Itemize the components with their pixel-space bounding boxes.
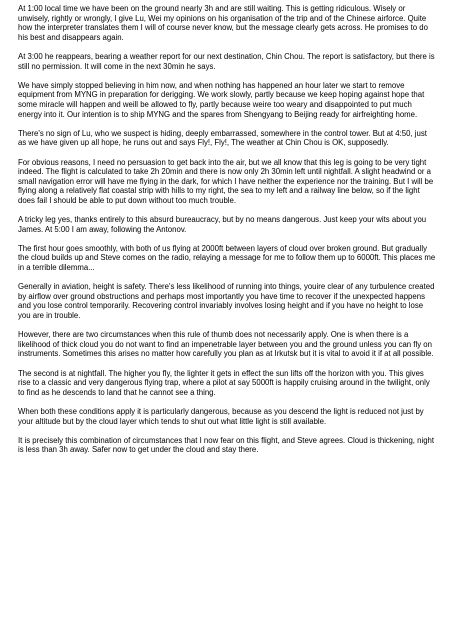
paragraph-9: However, there are two circumstances when this rule of thumb does not necessarily apply. One is when there is a likelihood of thick cloud you do not want to find an impenetrable layer between you and the ground unless you can fly on instruments. Sometimes this arises no matter how carefully you plan as at Irkutsk but it is vital to avoid it if at all possible. bbox=[18, 330, 434, 359]
paragraph-10: The second is at nightfall. The higher you fly, the lighter it gets in effect the sun lifts off the horizon with you. This gives rise to a classic and very dangerous flying trap, where a pilot at say 5000ft is happily cruising around in the twilight, only to find as he descends to land that he cannot see a thing. bbox=[18, 368, 430, 397]
paragraph-2: At 3:00 he reappears, bearing a weather report for our next destination, Chin Chou. The report is satisfactory, but there is still no permission. It will come in the next 30min he says. bbox=[18, 51, 435, 71]
paragraph-12: It is precisely this combination of circumstances that I now fear on this flight, and Steve agrees. Cloud is thickening, night is less than 3h away. Safer now to get under the cloud and stay there. bbox=[18, 435, 435, 455]
paragraph-4: There's no sign of Lu, who we suspect is hiding, deeply embarrassed, somewhere in the control tower. But at 4:50, just as we have given up all hope, he runs out and says Fly!, Fly!, The weather at Chin Chou is OK, supposedly. bbox=[18, 128, 427, 148]
paragraph-3: We have simply stopped believing in him now, and when nothing has happened an hour later we start to remove equipment from MYNG in preparation for derigging. We work slowly, partly because we keep hoping against hope that some miracle will happen and weill be allowed to fly, partly because weire too weary and disappointed to put much energy into it. Our intention is to ship MYNG and the spares from Shengyang to Beijing ready for airfreighting home. bbox=[18, 80, 425, 119]
paragraph-6: A tricky leg yes, thanks entirely to this absurd bureaucracy, but by no means dangerous. Just keep your wits about you James. At 5:00 I am away, following the Antonov. bbox=[18, 215, 427, 234]
paragraph-1: At 1:00 local time we have been on the ground nearly 3h and are still waiting. This is getting ridiculous. Wisely or unwisely, rightly or wrongly, I give Lu, Wei my opinions on his organisation of the trip and of the Chinese airforce. Quite how the interpreter translates them I will of course never know, but the message clearly gets across. He promises to do his best and disappears again. bbox=[18, 4, 428, 42]
paragraph-5: For obvious reasons, I need no persuasion to get back into the air, but we all know that this leg is going to be very tight indeed. The flight is calculated to take 2h 20min and there is now only 2h 30min left until nightfall. A slight headwind or a small navigation error will have me flying in the dark, for which I have neither the experience nor the training. But I will be flying along a relatively flat coastal strip with hills to my right, the sea to my left and a railway line below, so if the light does fail I should be able to put down without too much trouble. bbox=[18, 157, 434, 205]
paragraph-11: When both these conditions apply it is particularly dangerous, because as you descend the light is reduced not just by your altitude but by the cloud layer which tends to shut out what little light is still available. bbox=[18, 406, 424, 426]
paragraph-7: The first hour goes smoothly, with both of us flying at 2000ft between layers of cloud over broken ground. But gradually the cloud builds up and Steve comes on the radio, relaying a message for me to follow them up to 6000ft. This places me in a terrible dilemma... bbox=[18, 243, 436, 273]
paragraph-8: Generally in aviation, height is safety. There's less likelihood of running into things, youire clear of any turbulence created by airflow over ground obstructions and perhaps most importantly you have time to recover if the unexpected happens and you lose control temporarily. Recovering control invariably involves losing height and if you have no height to lose you are in trouble. bbox=[18, 282, 435, 320]
